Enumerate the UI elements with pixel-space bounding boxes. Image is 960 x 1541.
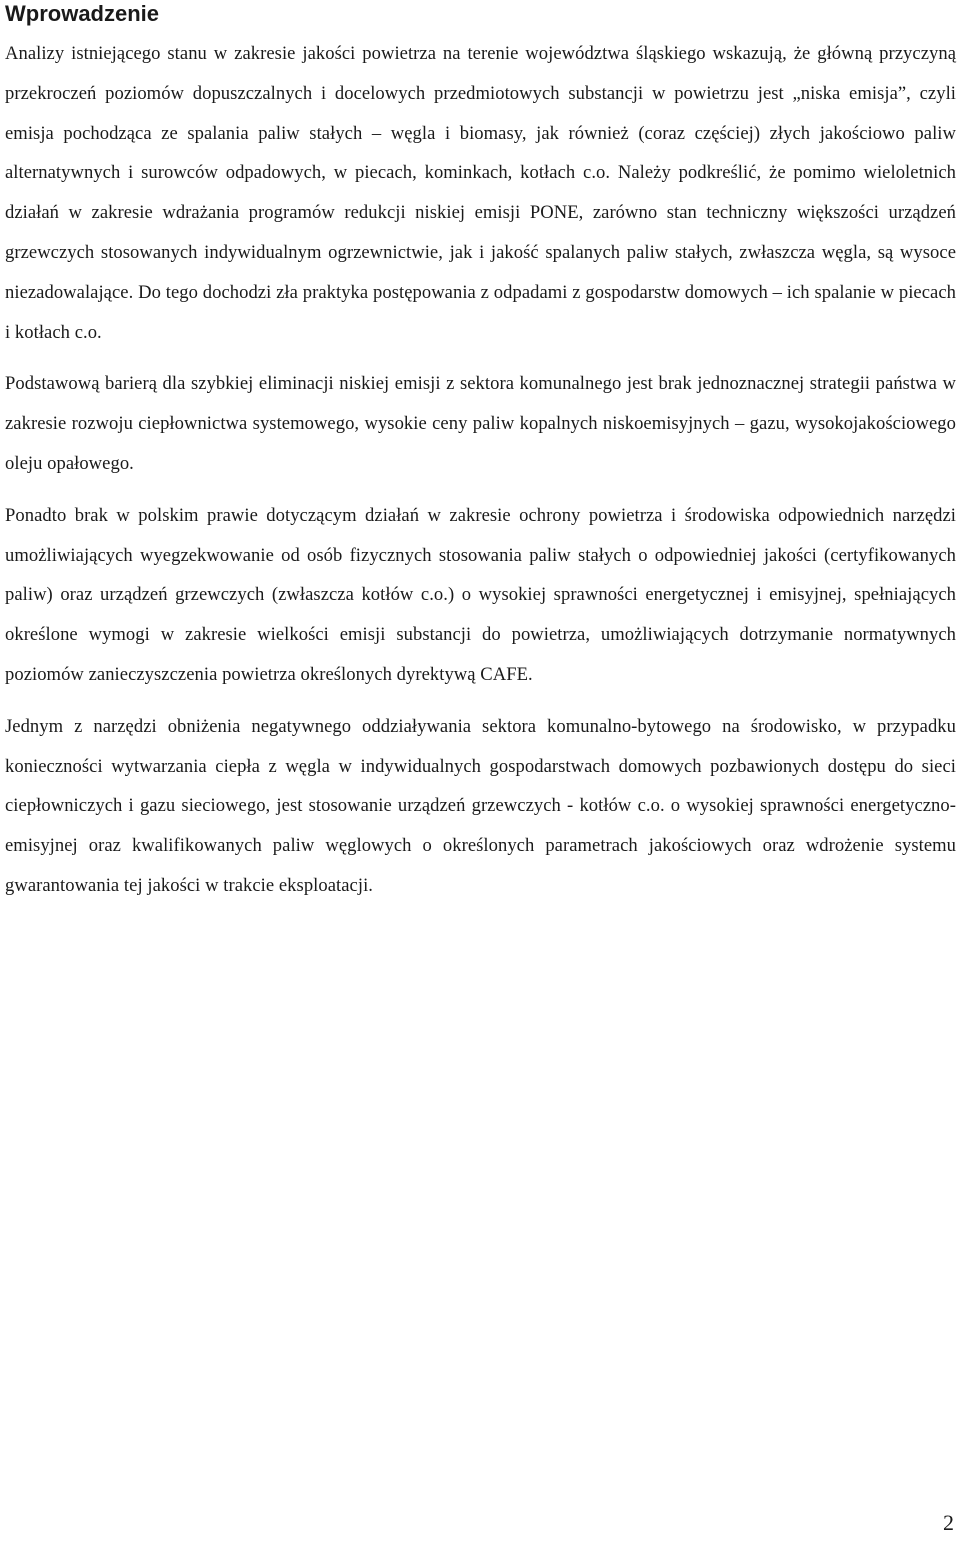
paragraph-2: Podstawową barierą dla szybkiej eliminacji niskiej emisji z sektora komunalnego jest brak jednoznacznej strategii państwa w zakresie rozwoju ciepłownictwa systemowego, wysokie ceny paliw kopalnych niskoemisyjnych – gazu, wysokojakościowego oleju opałowego. (5, 373, 956, 474)
section-heading: Wprowadzenie (5, 1, 160, 26)
paragraph-1: Analizy istniejącego stanu w zakresie jakości powietrza na terenie województwa śląskiego wskazują, że główną przyczyną przekroczeń poziomów dopuszczalnych i docelowych przedmiotowych substancji w powietrzu jest „niska emisja”, czyli emisja pochodząca ze spalania paliw stałych – węgla i biomasy, jak również (coraz częściej) złych jakościowo paliw alternatywnych i surowców odpadowych, w piecach, kominkach, kotłach c.o. Należy podkreślić, że pomimo wieloletnich działań w zakresie wdrażania programów redukcji niskiej emisji PONE, zarówno stan techniczny większości urządzeń grzewczych stosowanych indywidualnym ogrzewnictwie, jak i jakość spalanych paliw stałych, zwłaszcza węgla, są wysoce niezadowalające. Do tego dochodzi zła praktyka postępowania z odpadami z gospodarstw domowych – ich spalanie w piecach i kotłach c.o. (5, 43, 956, 343)
paragraph-3: Ponadto brak w polskim prawie dotyczącym działań w zakresie ochrony powietrza i środowiska odpowiednich narzędzi umożliwiających wyegzekwowanie od osób fizycznych stosowania paliw stałych o odpowiedniej jakości (certyfikowanych paliw) oraz urządzeń grzewczych (zwłaszcza kotłów c.o.) o wysokiej sprawności energetycznej i emisyjnej, spełniających określone wymogi w zakresie wielkości emisji substancji do powietrza, umożliwiających dotrzymanie normatywnych poziomów zanieczyszczenia powietrza określonych dyrektywą CAFE. (5, 504, 956, 685)
page-number: 2 (943, 1510, 954, 1535)
document-page (5, 0, 956, 906)
paragraph-4: Jednym z narzędzi obniżenia negatywnego oddziaływania sektora komunalno-bytowego na środowisko, w przypadku konieczności wytwarzania ciepła z węgla w indywidualnych gospodarstwach domowych pozbawionych dostępu do sieci ciepłowniczych i gazu sieciowego, jest stosowanie urządzeń grzewczych - kotłów c.o. o wysokiej sprawności energetyczno-emisyjnej oraz kwalifikowanych paliw węglowych o określonych parametrach jakościowych oraz wdrożenie systemu gwarantowania tej jakości w trakcie eksploatacji. (5, 715, 956, 896)
